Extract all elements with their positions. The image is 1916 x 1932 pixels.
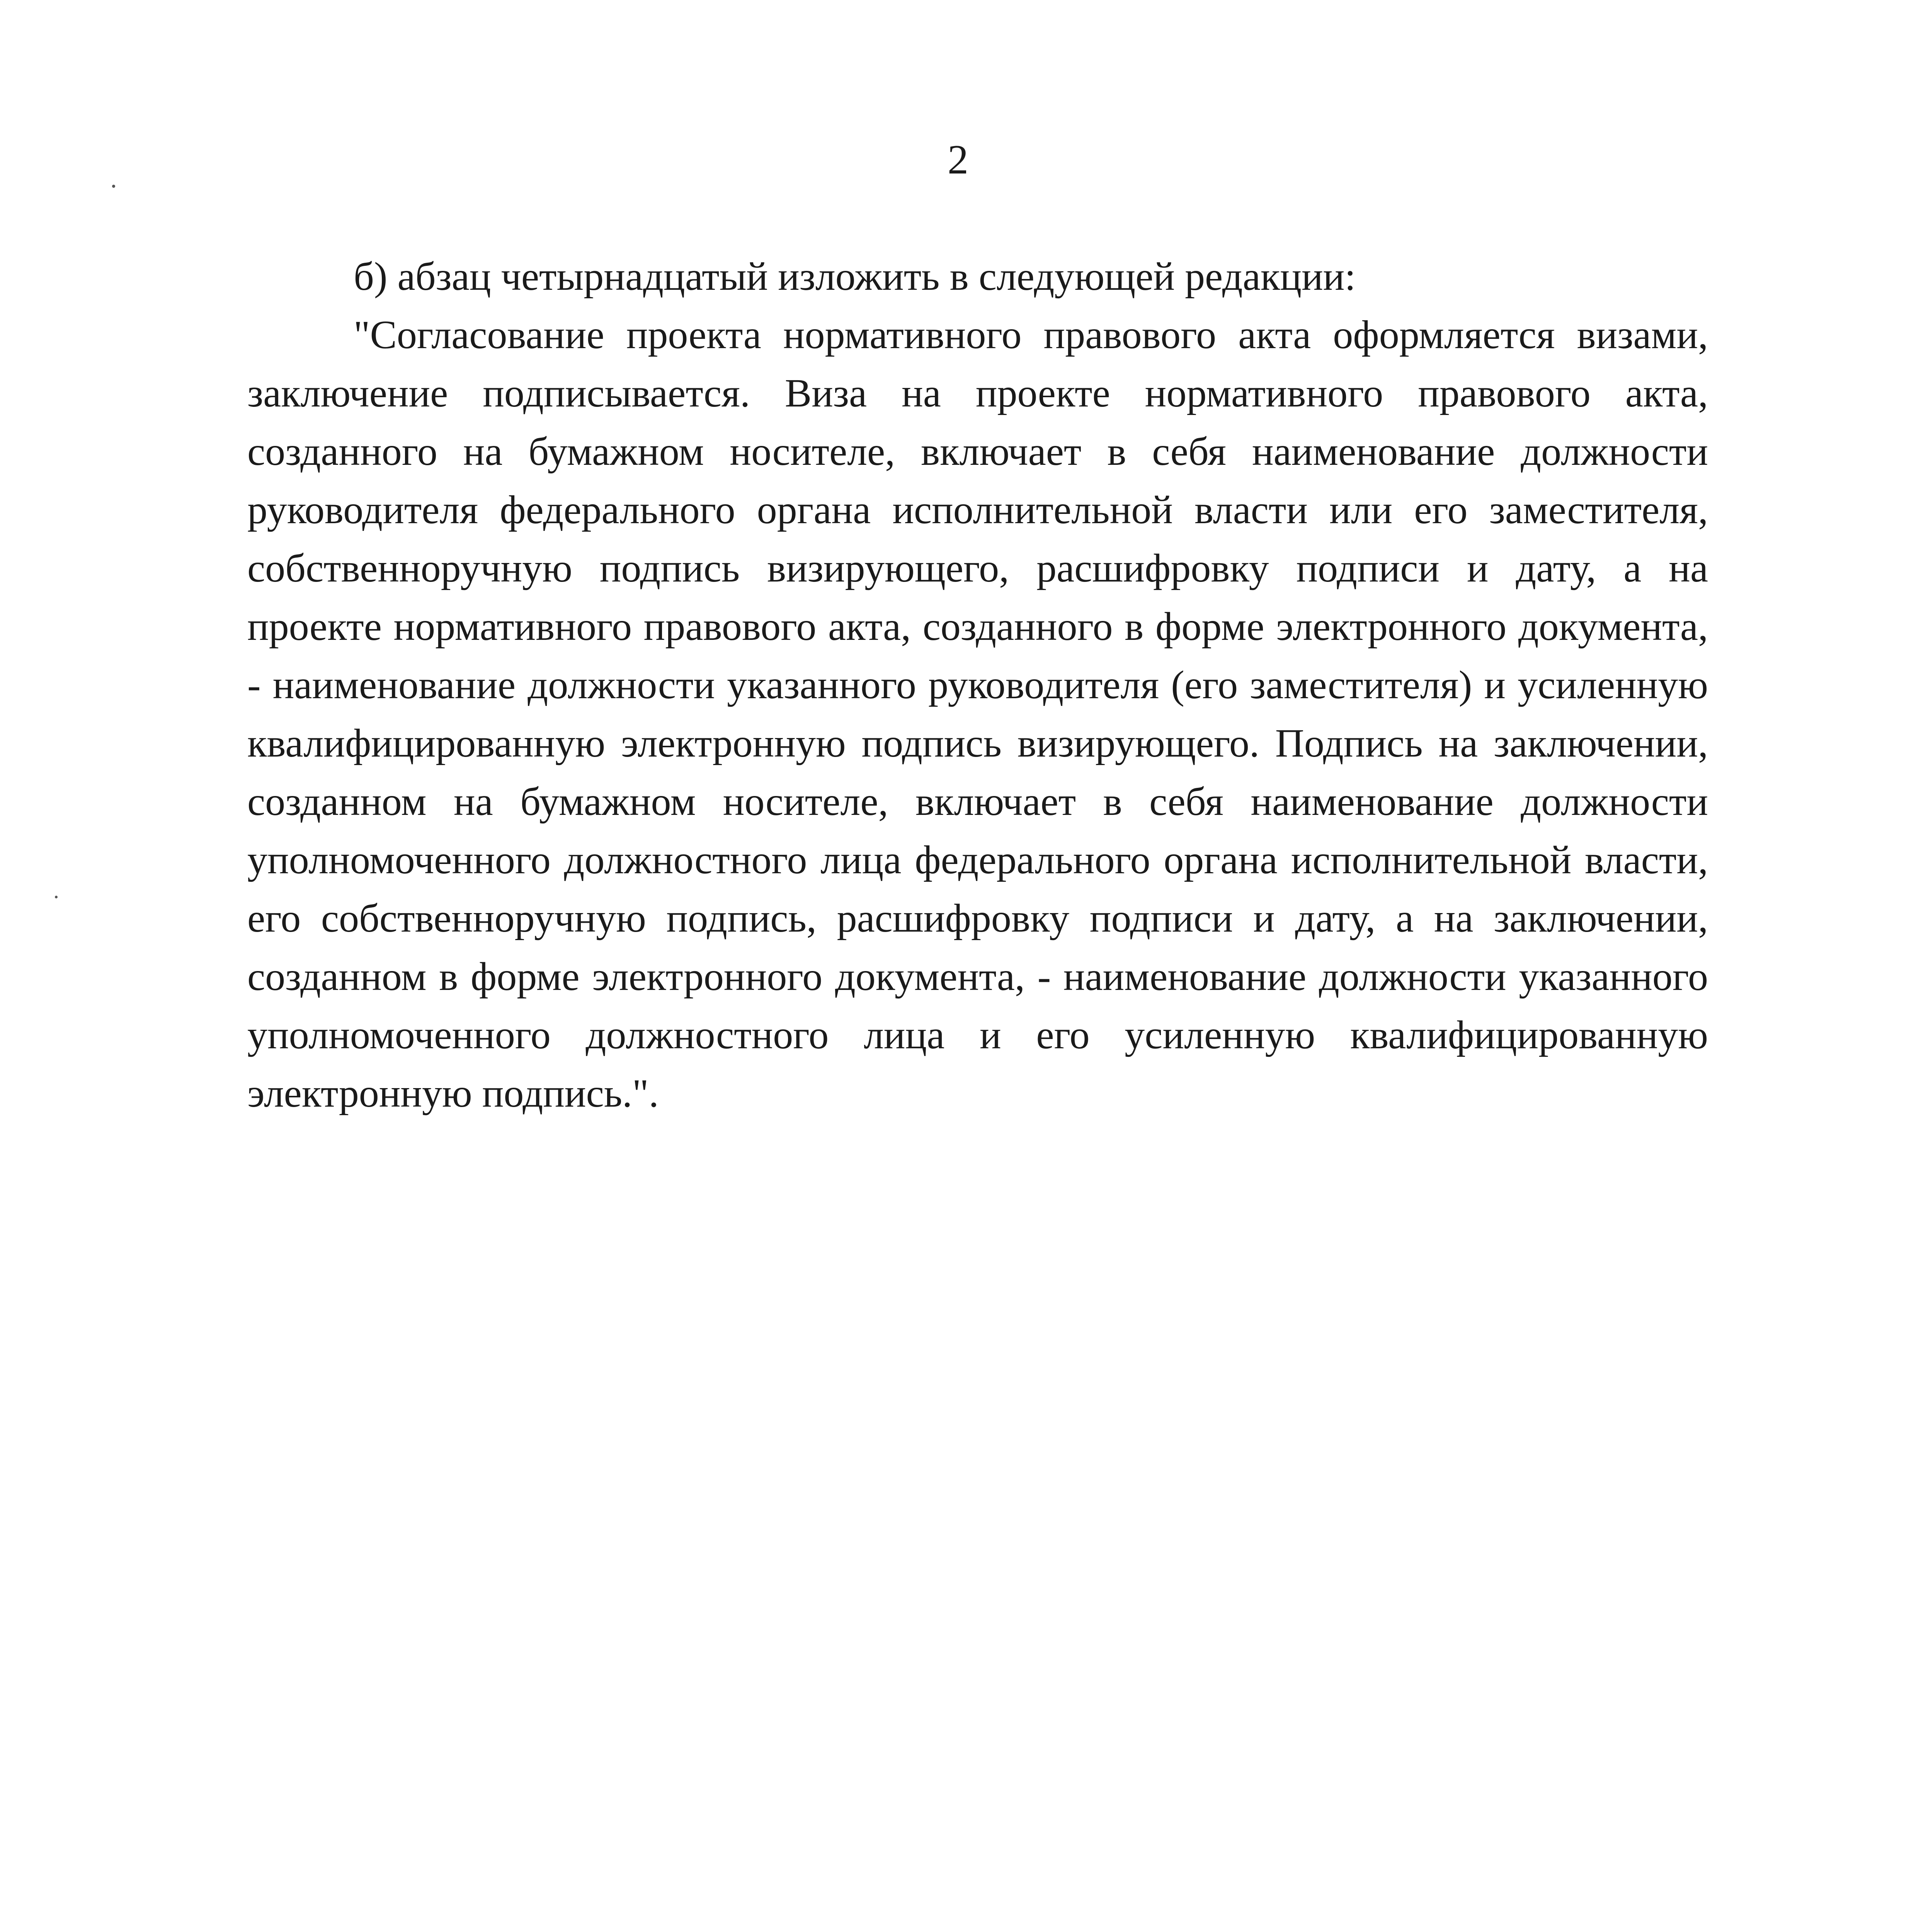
paragraph-amendment-text: "Согласование проекта нормативного правового акта оформляется визами, заключение подписывается. Виза на проекте нормативного правового акта, созданного на бумажном носителе, включает в себя наименование должности руководителя федерального органа исполнительной власти или его заместителя, собственноручную подпись визирующего, расшифровку подписи и дату, а на проекте нормативного правового акта, созданного в форме электронного документа, - наименование должности указанного руководителя (его заместителя) и усиленную квалифицированную электронную подпись визирующего. Подпись на заключении, созданном на бумажном носителе, включает в себя наименование должности уполномоченного должностного лица федерального органа исполнительной власти, его собственноручную подпись, расшифровку подписи и дату, а на заключении, созданном в форме электронного документа, - наименование должности указанного уполномоченного должностного лица и его усиленную квалифицированную электронную подпись.". <box>247 313 1708 1116</box>
scan-artifact-dot <box>55 896 58 898</box>
paragraph-amendment-intro: б) абзац четырнадцатый изложить в следующей редакции: <box>354 254 1356 299</box>
scan-artifact-dot <box>112 185 115 188</box>
document-body <box>247 247 1708 1122</box>
page-number: 2 <box>948 137 968 183</box>
